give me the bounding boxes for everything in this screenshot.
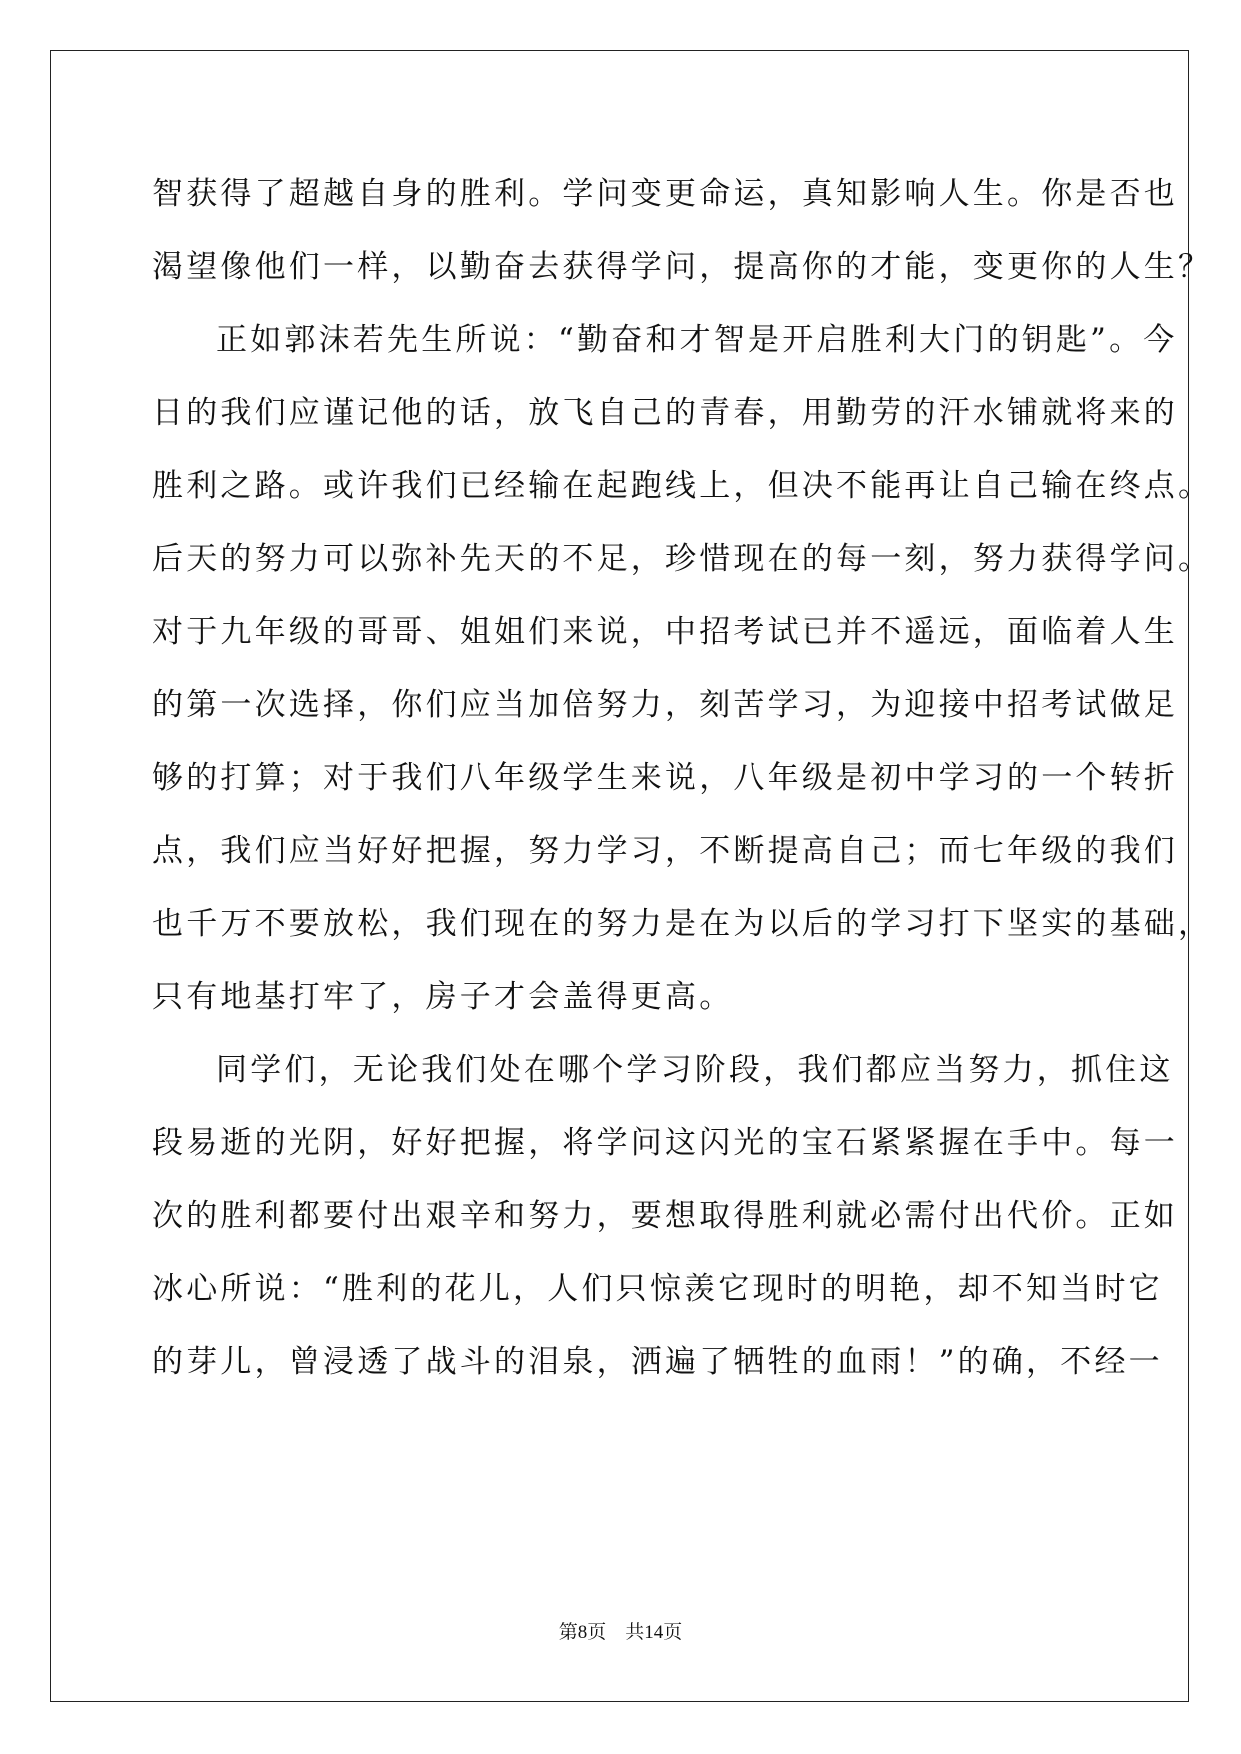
text-line: 点，我们应当好好把握，努力学习，不断提高自己；而七年级的我们 bbox=[152, 833, 1178, 869]
paragraph-start-line: 正如郭沫若先生所说：“勤奋和才智是开启胜利大门的钥匙”。今 bbox=[216, 322, 1178, 358]
document-body bbox=[152, 158, 1213, 1399]
text-line: 够的打算；对于我们八年级学生来说，八年级是初中学习的一个转折 bbox=[152, 760, 1178, 796]
text-line: 的芽儿，曾浸透了战斗的泪泉，洒遍了牺牲的血雨！”的确，不经一 bbox=[152, 1344, 1163, 1380]
text-line: 日的我们应谨记他的话，放飞自己的青春，用勤劳的汗水铺就将来的 bbox=[152, 395, 1178, 431]
page-footer bbox=[0, 1617, 1241, 1644]
text-line: 也千万不要放松，我们现在的努力是在为以后的学习打下坚实的基础， bbox=[152, 906, 1213, 942]
text-line: 后天的努力可以弥补先天的不足，珍惜现在的每一刻，努力获得学问。 bbox=[152, 541, 1213, 577]
page-total: 共14页 bbox=[625, 1622, 683, 1643]
text-line: 的第一次选择，你们应当加倍努力，刻苦学习，为迎接中招考试做足 bbox=[152, 687, 1178, 723]
text-line: 次的胜利都要付出艰辛和努力，要想取得胜利就必需付出代价。正如 bbox=[152, 1198, 1178, 1234]
text-line: 渴望像他们一样，以勤奋去获得学问，提高你的才能，变更你的人生？ bbox=[152, 249, 1213, 285]
text-line: 对于九年级的哥哥、姐姐们来说，中招考试已并不遥远，面临着人生 bbox=[152, 614, 1178, 650]
paragraph-start-line: 同学们，无论我们处在哪个学习阶段，我们都应当努力，抓住这 bbox=[216, 1052, 1174, 1088]
text-line: 冰心所说：“胜利的花儿，人们只惊羡它现时的明艳，却不知当时它 bbox=[152, 1271, 1163, 1307]
text-line: 智获得了超越自身的胜利。学问变更命运，真知影响人生。你是否也 bbox=[152, 176, 1178, 212]
text-line: 段易逝的光阴，好好把握，将学问这闪光的宝石紧紧握在手中。每一 bbox=[152, 1125, 1178, 1161]
paragraph-end-line: 只有地基打牢了，房子才会盖得更高。 bbox=[152, 979, 734, 1015]
page-number: 第8页 bbox=[558, 1622, 607, 1643]
text-line: 胜利之路。或许我们已经输在起跑线上，但决不能再让自己输在终点。 bbox=[152, 468, 1213, 504]
